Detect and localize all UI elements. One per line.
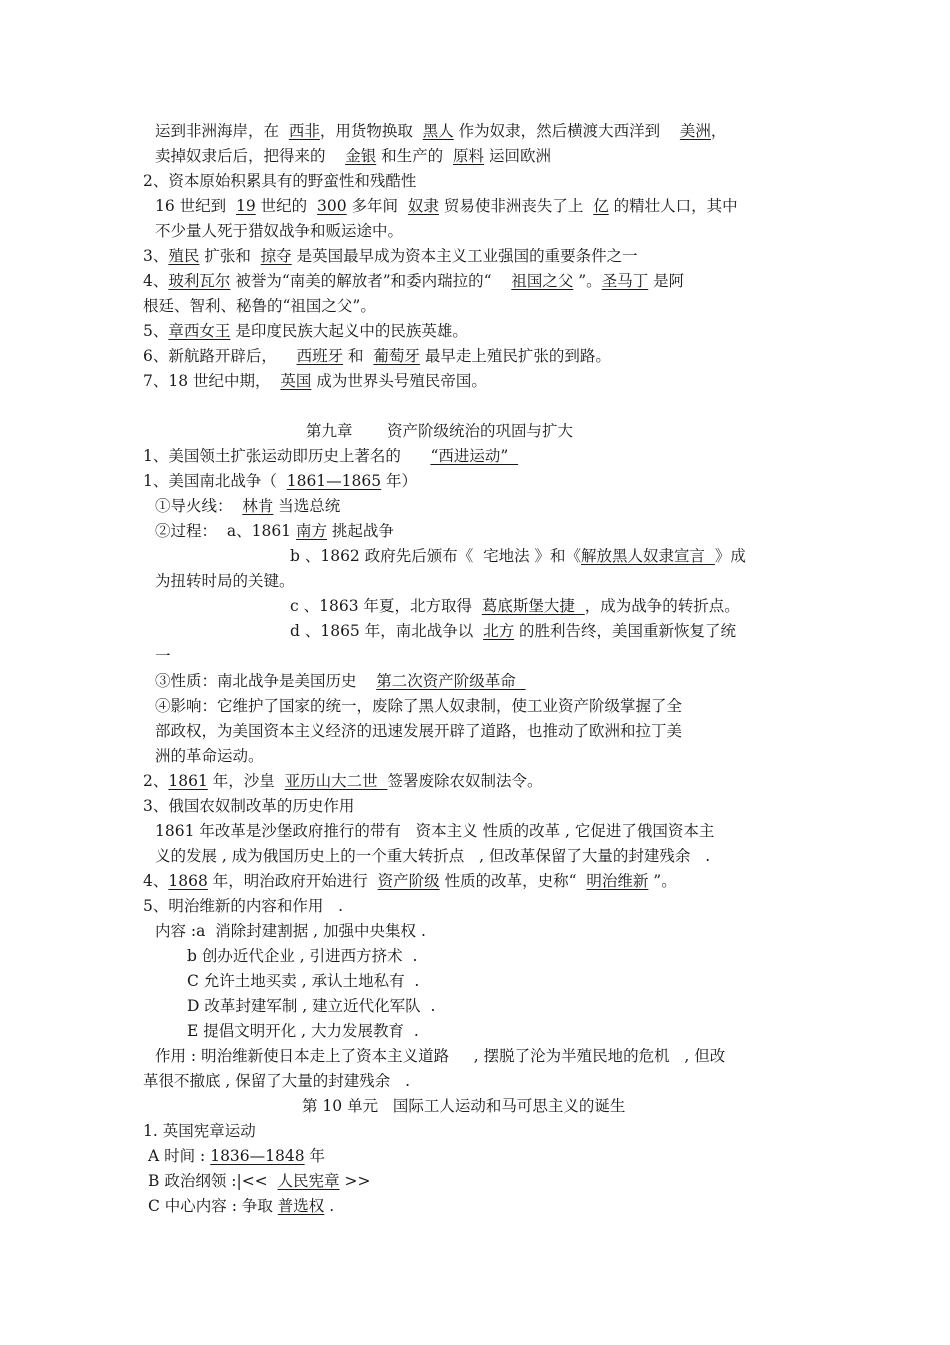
text-line: [187, 945, 417, 967]
text-segment: 作用 : 明治维新使日本走上了资本主义道路 , 摆脱了沦为半殖民地的危机 , 但改: [155, 1047, 726, 1065]
underlined-answer: 人民宪章: [277, 1172, 340, 1190]
text-line: [143, 270, 684, 292]
text-line: [155, 120, 726, 142]
text-segment: 是阿: [648, 272, 685, 290]
text-segment: 根廷、智利、秘鲁的“祖国之父”。: [143, 297, 376, 315]
underlined-answer: 奴隶: [407, 197, 439, 215]
text-segment: 年: [304, 1147, 326, 1165]
text-line: [155, 845, 710, 867]
text-segment: 和生产的: [376, 147, 454, 165]
text-segment: 义的发展 , 成为俄国历史上的一个重大转折点 , 但改革保留了大量的封建残余 .: [155, 847, 711, 865]
text-line: [155, 520, 394, 542]
text-line: [148, 1170, 370, 1192]
text-segment: b 、1862 政府先后颁布《 宅地法 》和《: [290, 547, 582, 565]
text-segment: ”。: [648, 872, 677, 890]
text-segment: 和: [343, 347, 374, 365]
text-line: [155, 645, 171, 667]
text-line: [143, 295, 376, 317]
text-segment: 4、: [143, 272, 169, 290]
underlined-answer: 1861: [168, 772, 208, 790]
underlined-answer: 普选权: [277, 1197, 325, 1215]
underlined-answer: 19: [236, 197, 256, 215]
text-line: [187, 1020, 419, 1042]
text-segment: 的胜利告终，美国重新恢复了统: [514, 622, 737, 640]
text-line: [143, 870, 677, 892]
text-segment: C 中心内容 : 争取: [148, 1197, 278, 1215]
text-line: [155, 820, 714, 842]
text-line: [143, 1120, 256, 1142]
text-line: [143, 345, 611, 367]
text-segment: 运回欧洲: [484, 147, 551, 165]
text-segment: 为扭转时局的关键。: [155, 572, 295, 590]
text-segment: ③性质：南北战争是美国历史: [155, 672, 377, 690]
text-segment: ①导火线：: [155, 497, 243, 515]
text-segment: 是印度民族大起义中的民族英雄。: [230, 322, 468, 340]
text-segment: 一: [155, 647, 171, 665]
text-line: [148, 1145, 325, 1167]
text-segment: 运到非洲海岸，在: [155, 122, 289, 140]
text-line: [306, 420, 573, 442]
text-segment: 7、18 世纪中期，: [143, 372, 281, 390]
underlined-answer: 美洲: [679, 122, 711, 140]
text-segment: 年，明治政府开始进行: [207, 872, 378, 890]
text-line: [155, 920, 426, 942]
underlined-answer: 掠夺: [260, 247, 292, 265]
underlined-answer: 西班牙: [296, 347, 344, 365]
text-line: [155, 1045, 725, 1067]
underlined-answer: 英国: [280, 372, 312, 390]
underlined-answer: 林肯: [242, 497, 274, 515]
text-segment: ②过程： a、1861: [155, 522, 296, 540]
text-segment: 签署废除农奴制法令。: [387, 772, 543, 790]
text-line: [143, 245, 638, 267]
underlined-answer: 1836—1848: [210, 1147, 305, 1165]
underlined-answer: 北方: [483, 622, 515, 640]
text-segment: 性质的改革，史称“: [439, 872, 587, 890]
text-line: [155, 745, 264, 767]
text-segment: 当选总统: [273, 497, 341, 515]
underlined-answer: 西非: [288, 122, 320, 140]
text-line: [290, 620, 736, 642]
text-line: [143, 445, 518, 467]
text-segment: d 、1865 年，南北战争以: [290, 622, 484, 640]
text-line: [290, 545, 746, 567]
text-segment: B 政治纲领 :|<<: [148, 1172, 278, 1190]
text-segment: 1. 英国宪章运动: [143, 1122, 256, 1140]
text-line: [143, 370, 487, 392]
text-line: [155, 220, 403, 242]
underlined-answer: 祖国之父: [511, 272, 574, 290]
text-line: [290, 595, 740, 617]
text-segment: 扩张和: [199, 247, 261, 265]
text-segment: 世纪的: [255, 197, 318, 215]
text-segment: 贸易使非洲丧失了上: [438, 197, 594, 215]
text-segment: 3、俄国农奴制改革的历史作用: [143, 797, 355, 815]
text-segment: E 提倡文明开化 , 大力发展教育 .: [187, 1022, 419, 1040]
text-segment: 1、美国南北战争（: [143, 472, 287, 490]
text-line: [155, 570, 295, 592]
text-segment: ④影响：它维护了国家的统一，废除了黑人奴隶制，使工业资产阶级掌握了全: [155, 697, 683, 715]
text-segment: 5、: [143, 322, 169, 340]
text-segment: 内容 :a 消除封建割据 , 加强中央集权 .: [155, 922, 426, 940]
text-segment: D 改革封建军制 , 建立近代化军队 .: [187, 997, 436, 1015]
text-segment: 第 10 单元 国际工人运动和马可思主义的诞生: [302, 1097, 626, 1115]
underlined-answer: 南方: [295, 522, 327, 540]
text-segment: 》成: [714, 547, 746, 565]
text-segment: >>: [339, 1172, 371, 1190]
text-segment: 成为世界头号殖民帝国。: [311, 372, 487, 390]
text-line: [143, 795, 354, 817]
text-segment: 年）: [381, 472, 418, 490]
underlined-answer: 明治维新: [586, 872, 649, 890]
text-segment: 作为奴隶，然后横渡大西洋到: [453, 122, 680, 140]
text-segment: 多年间: [346, 197, 408, 215]
text-line: [155, 195, 738, 217]
underlined-answer: 原料: [453, 147, 485, 165]
text-segment: 不少量人死于猎奴战争和贩运途中。: [155, 222, 404, 240]
underlined-answer: 金银: [345, 147, 377, 165]
text-segment: 卖掉奴隶后后，把得来的: [155, 147, 346, 165]
text-segment: 1861 年改革是沙堡政府推行的带有 资本主义 性质的改革 , 它促进了俄国资本主: [155, 822, 715, 840]
text-segment: c 、1863 年夏，北方取得: [290, 597, 482, 615]
text-line: [302, 1095, 625, 1117]
underlined-answer: 亚历山大二世: [284, 772, 388, 790]
text-segment: C 允许土地买卖 , 承认土地私有 .: [187, 972, 420, 990]
text-segment: 16 世纪到: [155, 197, 237, 215]
text-segment: b 创办近代企业 , 引进西方挤术 .: [187, 947, 418, 965]
underlined-answer: 圣马丁: [601, 272, 649, 290]
text-segment: 革很不撤底 , 保留了大量的封建残余 .: [143, 1072, 410, 1090]
underlined-answer: 章西女王: [168, 322, 231, 340]
underlined-answer: 黑人: [422, 122, 454, 140]
text-line: [143, 470, 417, 492]
text-segment: 1、美国领土扩张运动即历史上著名的: [143, 447, 431, 465]
text-line: [155, 720, 682, 742]
text-segment: 6、新航路开辟后，: [143, 347, 297, 365]
text-line: [143, 320, 468, 342]
text-segment: .: [324, 1197, 335, 1215]
text-segment: 5、明治维新的内容和作用 .: [143, 897, 344, 915]
text-line: [143, 170, 416, 192]
underlined-answer: 葛底斯堡大捷: [481, 597, 585, 615]
text-segment: 的精壮人口，其中: [608, 197, 738, 215]
underlined-answer: “西进运动”: [430, 447, 519, 465]
text-line: [143, 1070, 410, 1092]
text-segment: 3、: [143, 247, 169, 265]
text-segment: 被誉为“南美的解放者”和委内瑞拉的“: [230, 272, 512, 290]
text-line: [148, 1195, 334, 1217]
text-line: [155, 495, 340, 517]
underlined-answer: 1861—1865: [286, 472, 382, 490]
text-line: [155, 670, 526, 692]
underlined-answer: 葡萄牙: [373, 347, 420, 365]
text-segment: A 时间 :: [148, 1147, 211, 1165]
text-segment: ”。: [573, 272, 602, 290]
text-segment: ，成为战争的转折点。: [584, 597, 740, 615]
text-segment: 洲的革命运动。: [155, 747, 264, 765]
underlined-answer: 玻利瓦尔: [168, 272, 231, 290]
text-line: [155, 145, 551, 167]
text-segment: 挑起战争: [326, 522, 394, 540]
text-segment: 年，沙皇: [207, 772, 285, 790]
underlined-answer: 资产阶级: [377, 872, 440, 890]
underlined-answer: 殖民: [168, 247, 200, 265]
text-segment: 最早走上殖民扩张的到路。: [419, 347, 611, 365]
text-segment: ，用货物换取: [319, 122, 423, 140]
text-line: [143, 895, 343, 917]
underlined-answer: 1868: [168, 872, 208, 890]
text-segment: 部政权，为美国资本主义经济的迅速发展开辟了道路，也推动了欧洲和拉丁美: [155, 722, 683, 740]
underlined-answer: 300: [317, 197, 347, 215]
text-line: [187, 995, 435, 1017]
underlined-answer: 解放黑人奴隶宣言: [581, 547, 715, 565]
text-segment: 2、资本原始积累具有的野蛮性和残酷性: [143, 172, 417, 190]
underlined-answer: 第二次资产阶级革命: [376, 672, 526, 690]
text-segment: 第九章 资产阶级统治的巩固与扩大: [306, 422, 573, 440]
text-segment: ，: [710, 122, 727, 140]
underlined-answer: 亿: [593, 197, 609, 215]
text-segment: 是英国最早成为资本主义工业强国的重要条件之一: [291, 247, 638, 265]
text-line: [143, 770, 543, 792]
text-segment: 4、: [143, 872, 169, 890]
text-line: [155, 695, 682, 717]
text-line: [187, 970, 419, 992]
text-segment: 2、: [143, 772, 169, 790]
